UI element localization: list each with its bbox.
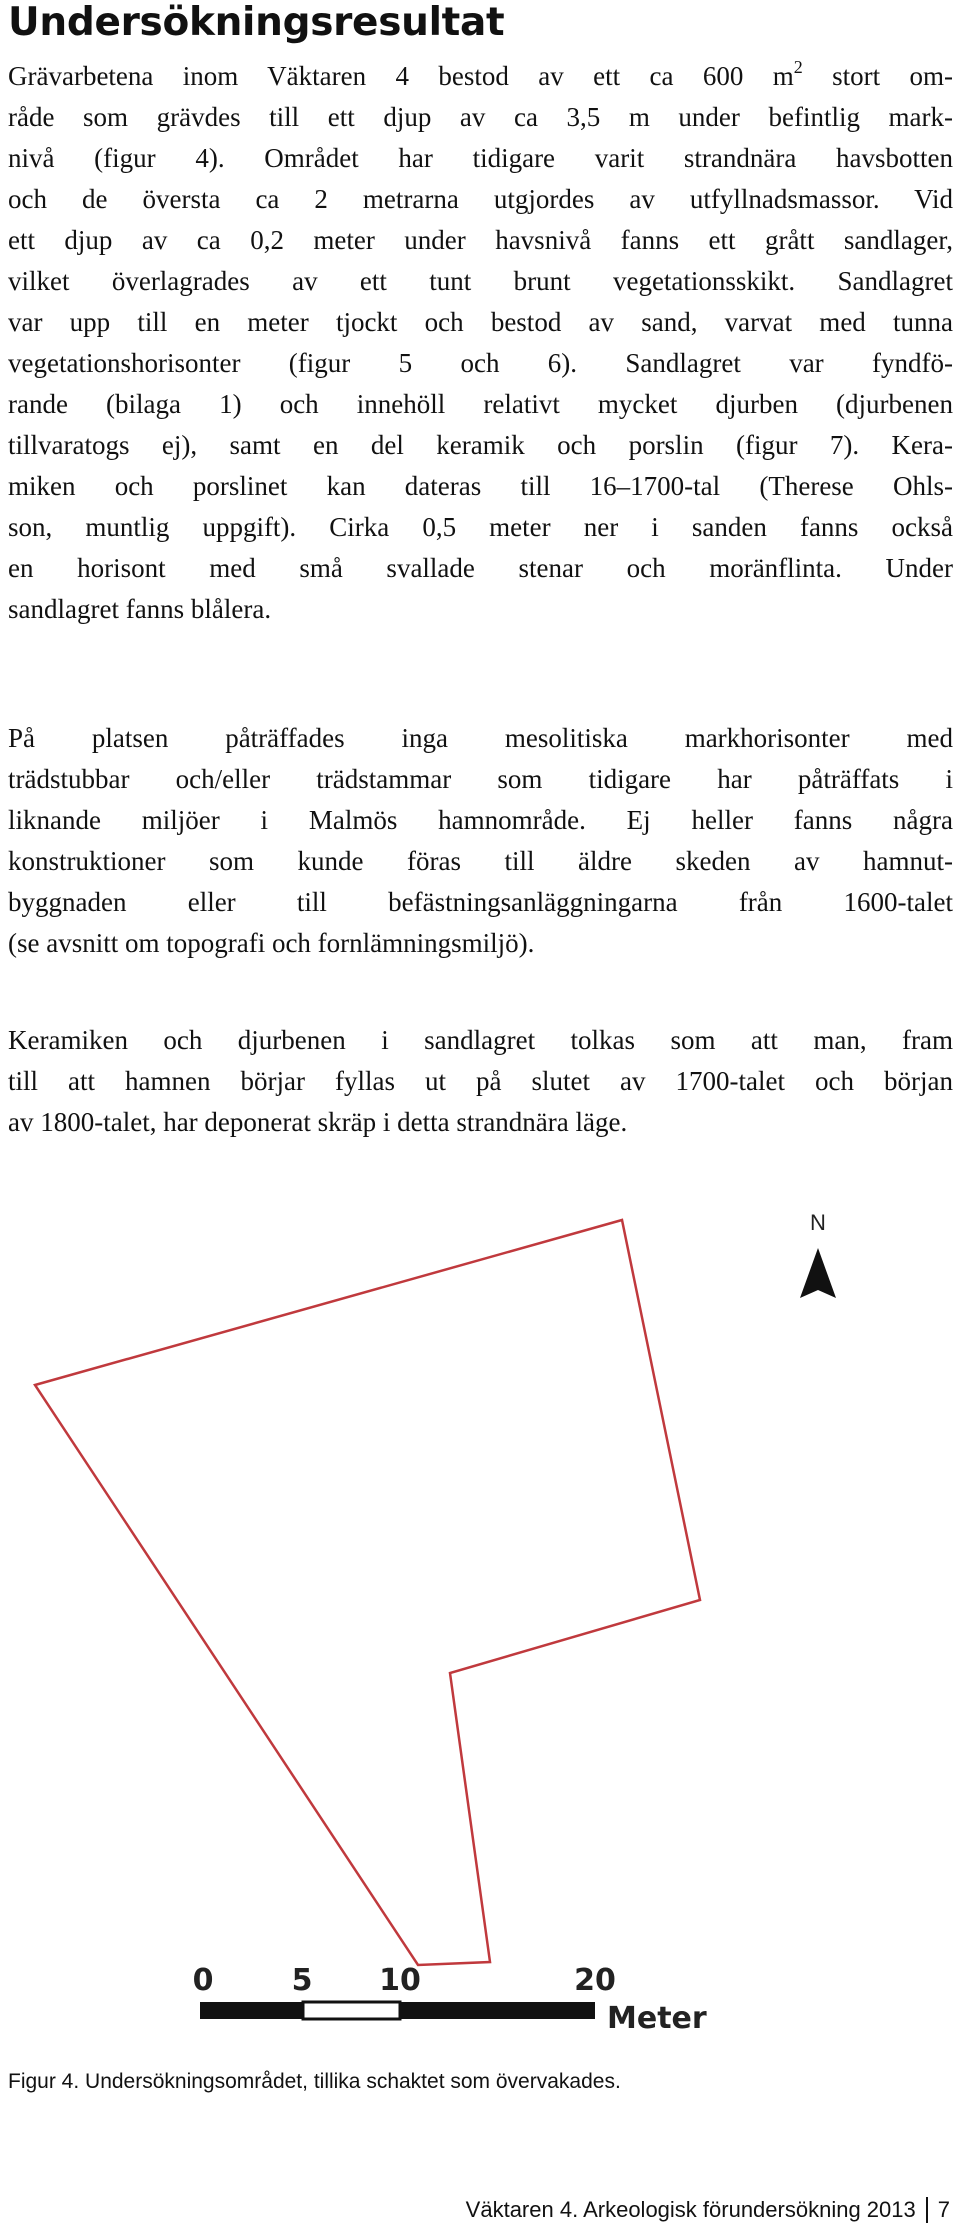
scale-unit-label: Meter xyxy=(607,2001,707,2036)
scale-label-0: 0 xyxy=(192,1963,214,1998)
text-line: råde som grävdes till ett djup av ca 3,5 m under befintlig mark- xyxy=(8,102,953,132)
page-number: 7 xyxy=(937,2197,950,2222)
text-line: På platsen påträffades inga mesolitiska markhorisonter med xyxy=(8,723,953,753)
paragraph-results xyxy=(8,56,953,630)
scale-label-5: 5 xyxy=(291,1963,313,1998)
text-line: tillvaratogs ej), samt en del keramik och porslin (figur 7). Kera- xyxy=(8,430,953,460)
text-line: liknande miljöer i Malmös hamnområde. Ej heller fanns några xyxy=(8,805,953,835)
text-span: Grävarbetena inom Väktaren 4 bestod av ett ca 600 m xyxy=(8,61,794,91)
paragraph-interpretation xyxy=(8,1020,953,1143)
scale-bar-segment-5-10 xyxy=(303,2002,400,2019)
site-plan-figure xyxy=(0,1180,960,2060)
text-line: son, muntlig uppgift). Cirka 0,5 meter ner i sanden fanns också xyxy=(8,512,953,542)
text-line: miken och porslinet kan dateras till 16–1700-tal (Therese Ohls- xyxy=(8,471,953,501)
superscript: 2 xyxy=(793,57,803,77)
footer-divider xyxy=(926,2197,928,2223)
text-line: till att hamnen börjar fyllas ut på slutet av 1700-talet och början xyxy=(8,1066,953,1096)
text-line: konstruktioner som kunde föras till äldre skeden av hamnut- xyxy=(8,846,953,876)
text-line: (se avsnitt om topografi och fornlämningsmiljö). xyxy=(8,928,535,958)
scale-bar-segment-10-20 xyxy=(400,2002,595,2019)
text-line: Keramiken och djurbenen i sandlagret tolkas som att man, fram xyxy=(8,1025,953,1055)
text-line: nivå (figur 4). Området har tidigare varit strandnära havsbotten xyxy=(8,143,953,173)
scale-bar xyxy=(193,1963,707,2036)
scale-bar-segment-0-5 xyxy=(200,2002,303,2019)
page-footer xyxy=(466,2197,950,2223)
scale-label-10: 10 xyxy=(379,1963,421,1998)
section-heading: Undersökningsresultat xyxy=(8,0,505,45)
text-line: av 1800-talet, har deponerat skräp i detta strandnära läge. xyxy=(8,1107,628,1137)
text-line: rande (bilaga 1) och innehöll relativt mycket djurben (djurbenen xyxy=(8,389,953,419)
figure-caption: Figur 4. Undersökningsområdet, tillika schaktet som övervakades. xyxy=(8,2070,621,2093)
text-line: var upp till en meter tjockt och bestod av sand, varvat med tunna xyxy=(8,307,953,337)
text-line xyxy=(8,56,953,97)
north-arrow-icon xyxy=(800,1248,836,1298)
footer-title: Väktaren 4. Arkeologisk förundersökning 2013 xyxy=(465,2197,916,2222)
text-span: stort om- xyxy=(802,61,953,91)
text-line: byggnaden eller till befästningsanläggningarna från 1600-talet xyxy=(8,887,953,917)
text-line: vilket överlagrades av ett tunt brunt vegetationsskikt. Sandlagret xyxy=(8,266,953,296)
text-line: ett djup av ca 0,2 meter under havsnivå fanns ett grått sandlager, xyxy=(8,225,953,255)
text-line: och de översta ca 2 metrarna utgjordes av utfyllnadsmassor. Vid xyxy=(8,184,953,214)
text-line: en horisont med små svallade stenar och moränflinta. Under xyxy=(8,553,953,583)
text-line: trädstubbar och/eller trädstammar som tidigare har påträffats i xyxy=(8,764,953,794)
scale-label-20: 20 xyxy=(574,1963,616,1998)
text-line: sandlagret fanns blålera. xyxy=(8,594,272,624)
north-label: N xyxy=(810,1210,826,1235)
paragraph-findings xyxy=(8,718,953,964)
excavation-area-outline xyxy=(35,1220,700,1965)
text-line: vegetationshorisonter (figur 5 och 6). Sandlagret var fyndfö- xyxy=(8,348,953,378)
